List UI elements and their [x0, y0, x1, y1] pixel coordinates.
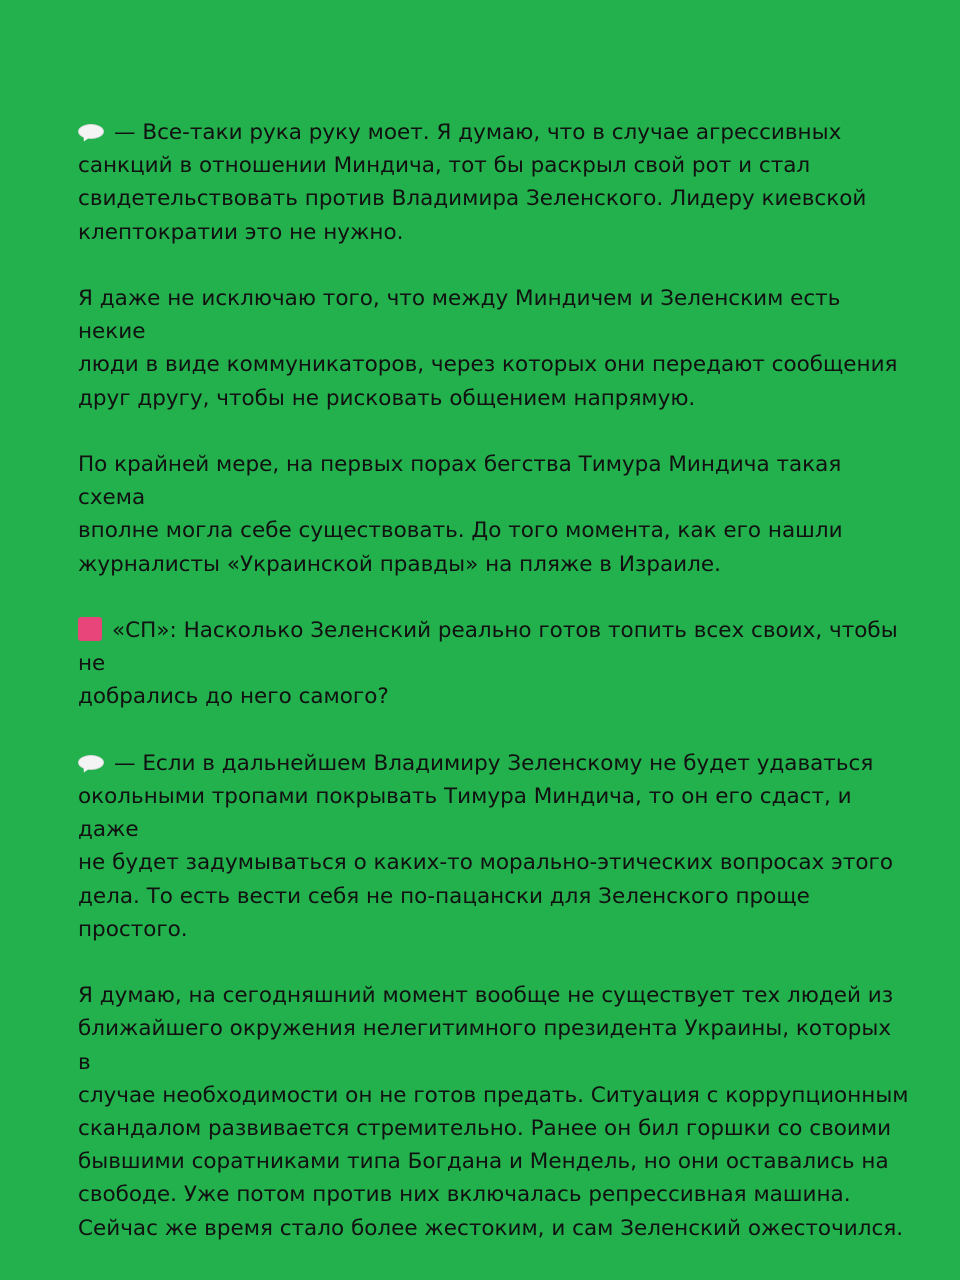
paragraph-text: По крайней мере, на первых порах бегства Тимура Миндича такая схема вполне могла себе существовать. До того момента, как его нашли журналисты «Украинской правды» на пляже в Израиле.	[78, 452, 843, 577]
pink-square-icon	[78, 617, 102, 641]
article-text	[78, 116, 910, 1245]
paragraph-text: Я думаю, на сегодняшний момент вообще не существует тех людей из ближайшего окружения нелегитимного президента Украины, которых в случае необходимости он не готов предать. Ситуация с коррупционным скандалом развивается стремительно. Ранее он бил горшки со своими бывшими соратниками типа Богдана и Мендель, но они оставались на свободе. Уже потом против них включалась репрессивная машина. Сейчас же время стало более жестоким, и сам Зеленский ожесточился.	[78, 983, 909, 1241]
paragraph-answer-1	[78, 116, 910, 249]
paragraph-2	[78, 282, 910, 415]
paragraph-answer-2	[78, 747, 910, 946]
speech-bubble-icon	[78, 755, 104, 773]
paragraph-text: «СП»: Насколько Зеленский реально готов топить всех своих, чтобы не добрались до него самого?	[78, 618, 898, 710]
paragraph-text: — Все-таки рука руку моет. Я думаю, что в случае агрессивных санкций в отношении Миндича, тот бы раскрыл свой рот и стал свидетельствовать против Владимира Зеленского. Лидеру киевской клептократии это не нужно.	[78, 120, 867, 245]
paragraph-text: — Если в дальнейшем Владимиру Зеленскому не будет удаваться окольными тропами покрывать Тимура Миндича, то он его сдаст, и даже не будет задумываться о каких-то морально-этических вопросах этого дела. То есть вести себя не по-пацански для Зеленского проще простого.	[78, 750, 893, 942]
speech-bubble-icon	[78, 124, 104, 142]
paragraph-3	[78, 448, 910, 581]
paragraph-text: Я даже не исключаю того, что между Миндичем и Зеленским есть некие люди в виде коммуникаторов, через которых они передают сообщения друг другу, чтобы не рисковать общением напрямую.	[78, 286, 898, 411]
paragraph-question	[78, 614, 910, 714]
paragraph-6	[78, 979, 910, 1245]
